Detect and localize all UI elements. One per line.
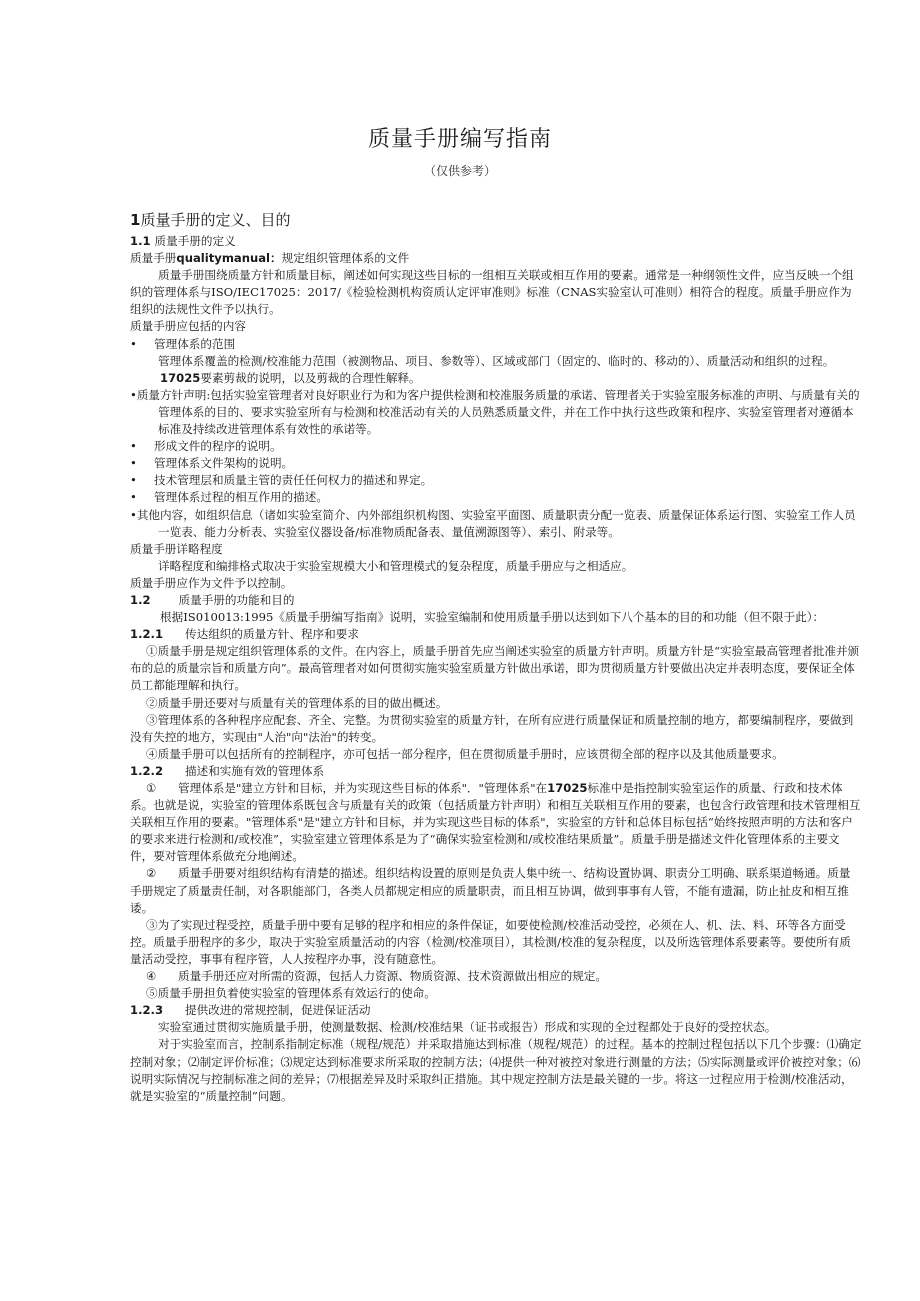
section-1-2-1-heading: 1.2.1 传达组织的质量方针、程序和要求 <box>130 627 359 642</box>
para-1-2-2-b: ② 质量手册要对组织结构有清楚的描述。组织结构设置的原则是负责人集中统一、结构设置协调、职责分工明确、联系渠道畅通。质量手册规定了质量责任制，对各职能部门，各类人员都规定相应的质量职责，而且相互协调，做到事事有人管，不能有遗漏，防止扯皮和相互推诿。 <box>130 866 851 915</box>
section-1-2-2-heading: 1.2.2 描述和实施有效的管理体系 <box>130 763 325 778</box>
bullet-doc-structure: • 管理体系文件架构的说明。 <box>130 456 294 471</box>
scope-description: 管理体系覆盖的检测/校准能力范围（被测物品、项目、参数等）、区域或部门（固定的、临时的、移动的）、质量活动和组织的过程。 <box>158 353 835 368</box>
para-1-2-3-a: 实验室通过贯彻实施质量手册，使测量数据、检测/校准结果（证书或报告）形成和实现的全过程都处于良好的受控状态。 <box>158 1020 777 1035</box>
para-1-2-2-a: ① 管理体系是"建立方针和目标，并为实现这些目标的体系"．"管理体系"在17025标准中是指控制实验室运作的质量、行政和技术体系。也就是说，实验室的管理体系既包含与质量有关的政策（包括质量方针声明）和相互关联相互作用的要素，也包含行政管理和技术管理相互关联相互作用的要素。"管理体系"是"建立方针和目标，并为实现这些目标的体系"，实验室的方针和总体目标包括“始终按照声明的方法和客户的要求来进行检测和/或校准”，实验室建立管理体系是为了“确保实验室检测和/或校准结果质量”。质量手册是描述文件化管理体系的主要文件，要对管理体系做充分地阐述。 <box>130 781 861 864</box>
scope-note: 17025要素剪裁的说明，以及剪裁的合理性解释。 <box>160 370 421 385</box>
bullet-other-content: •其他内容，如组织信息（诸如实验室简介、内外部组织机构图、实验室平面图、质量职责分配一览表、质量保证体系运行图、实验室工作人员一览表、能力分析表、实验室仪器设备/标准物质配备表、量值溯源图等）、索引、附录等。 <box>130 507 856 539</box>
detail-heading: 质量手册详略程度 <box>130 541 223 556</box>
definition-paragraph: 质量手册围绕质量方针和质量目标，阐述如何实现这些目标的一组相互关联或相互作用的要素。通常是一种纲领性文件，应当反映一个组织的管理体系与ISO/IEC17025：2017/《检验检测机构资质认定评审准则》标准（CNAS实验室认可准则）相符合的程度。质量手册应作为组织的法规性文件予以执行。 <box>130 268 854 317</box>
control-text: 质量手册应作为文件予以控制。 <box>130 575 293 590</box>
detail-text: 详略程度和编排格式取决于实验室规模大小和管理模式的复杂程度，质量手册应与之相适应。 <box>158 558 634 573</box>
content-heading: 质量手册应包括的内容 <box>130 319 246 334</box>
section-1-2-3-heading: 1.2.3 提供改进的常规控制，促进保证活动 <box>130 1003 371 1018</box>
para-1-2-2-d: ④ 质量手册还应对所需的资源，包括人力资源、物质资源、技术资源做出相应的规定。 <box>146 969 607 984</box>
section-1-1-heading: 1.1 质量手册的定义 <box>130 234 236 248</box>
bullet-quality-policy: •质量方针声明:包括实验室管理者对良好职业行为和为客户提供检测和校准服务质量的承诺、管理者关于实验室服务标准的声明、与质量有关的管理体系的目的、要求实验室所有与检测和校准活动有关的人员熟悉质量文件，并在工作中执行这些政策和程序、实验室管理者对遵循本标准及持续改进管理体系有效性的承诺等。 <box>130 387 860 437</box>
para-1-2-2-c: ③为了实现过程受控，质量手册中要有足够的程序和相应的条件保证，如要使检测/校准活动受控，必须在人、机、法、料、环等各方面受控。质量手册程序的多少，取决于实验室质量活动的内容（检测/校准项目），其检测/校准的复杂程度，以及所选管理体系要素等。要使所有质量活动受控，事事有程序管，人人按程序办事，没有随意性。 <box>130 917 851 966</box>
section-1-2-heading: 1.2 质量手册的功能和目的 <box>130 592 295 607</box>
para-1-2-2-e: ⑤质量手册担负着使实验室的管理体系有效运行的使命。 <box>146 986 436 1001</box>
bullet-responsibilities: • 技术管理层和质量主管的责任任何权力的描述和界定。 <box>130 473 433 488</box>
para-1-2-1-c: ③管理体系的各种程序应配套、齐全、完整。为贯彻实验室的质量方针，在所有应进行质量保证和质量控制的地方，都要编制程序，要做到没有失控的地方，实现由"人治"向"法治"的转变。 <box>130 712 854 744</box>
bullet-process-interaction: • 管理体系过程的相互作用的描述。 <box>130 490 328 505</box>
page-title: 质量手册编写指南 <box>367 127 552 152</box>
bullet-procedures: • 形成文件的程序的说明。 <box>130 439 282 454</box>
section-1-heading: 1质量手册的定义、目的 <box>130 211 291 229</box>
section-1-2-intro: 根据IS010013:1995《质量手册编写指南》说明，实验室编制和使用质量手册以达到如下八个基本的目的和功能（但不限于此）： <box>160 610 825 625</box>
para-1-2-1-d: ④质量手册可以包括所有的控制程序，亦可包括一部分程序，但在贯彻质量手册时，应该贯彻全部的程序以及其他质量要求。 <box>146 746 784 761</box>
definition-line: 质量手册qualitymanual：规定组织管理体系的文件 <box>130 251 410 266</box>
bullet-scope: • 管理体系的范围 <box>130 336 236 351</box>
para-1-2-1-b: ②质量手册还要对与质量有关的管理体系的目的做出概述。 <box>146 695 448 710</box>
page-subtitle: （仅供参考） <box>423 164 496 178</box>
para-1-2-3-b: 对于实验室而言，控制系指制定标准（规程/规范）并采取措施达到标准（规程/规范）的过程。基本的控制过程包括以下几个步骤：⑴确定控制对象；⑵制定评价标准；⑶规定达到标准要求所采取的控制方法；⑷提供一种对被控对象进行测量的方法；⑸实际测量或评价被控对象；⑹说明实际情况与控制标准之间的差异；⑺根据差异及时采取纠正措施。其中规定控制方法是最关键的一步。将这一过程应用于检测/校准活动，就是实验室的“质量控制”问题。 <box>130 1037 862 1103</box>
para-1-2-1-a: ①质量手册是规定组织管理体系的文件。在内容上，质量手册首先应当阐述实验室的质量方针声明。质量方针是“实验室最高管理者批准并颁布的总的质量宗旨和质量方向”。最高管理者对如何贯彻实施实验室质量方针做出承诺，即为贯彻质量方针要做出决定并表明态度，要保证全体员工都能理解和执行。 <box>130 644 860 693</box>
document-body <box>130 210 862 1105</box>
